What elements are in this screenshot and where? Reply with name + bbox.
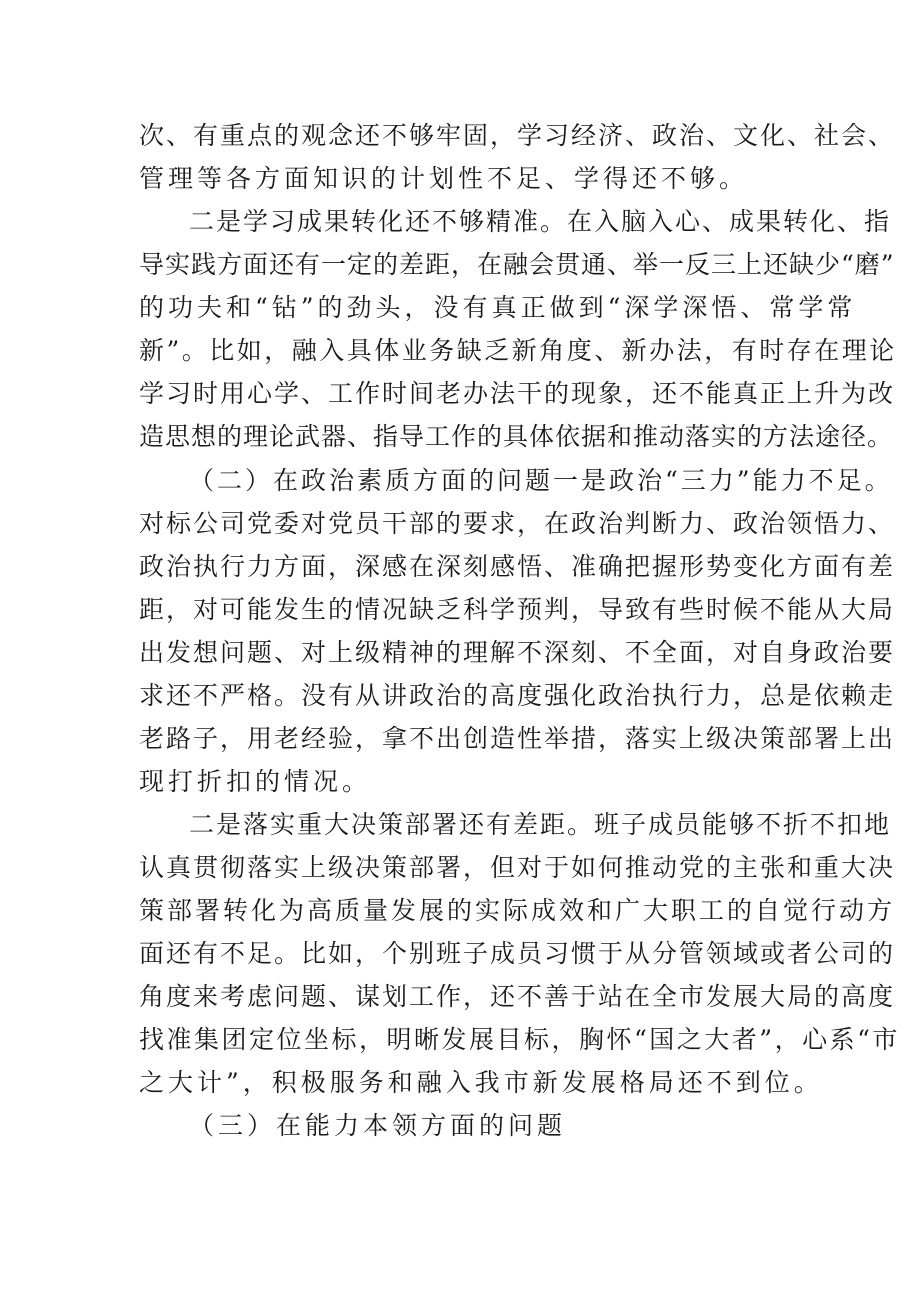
text-line-2: 管理等各方面知识的计划性不足、学得还不够。 (139, 164, 749, 193)
text-line-17: 二是落实重大决策部署还有差距。班子成员能够不折不扣地 (189, 810, 892, 839)
text-line-3: 二是学习成果转化还不够精准。在入脑入心、成果转化、指 (189, 207, 892, 236)
text-line-1: 次、有重点的观念还不够牢固，学习经济、政治、文化、社会、 (139, 121, 896, 150)
text-line-11: 政治执行力方面，深感在深刻感悟、准确把握形势变化方面有差 (139, 552, 896, 581)
text-line-16: 现打折扣的情况。 (139, 767, 372, 796)
text-line-24: （三）在能力本领方面的问题 (189, 1111, 567, 1140)
text-line-5: 的功夫和“钻”的劲头，没有真正做到“深学深悟、常学常 (139, 293, 857, 322)
text-line-22: 找准集团定位坐标，明晰发展目标，胸怀“国之大者”，心系“市 (139, 1025, 900, 1054)
text-line-21: 角度来考虑问题、谋划工作，还不善于站在全市发展大局的高度 (139, 982, 896, 1011)
text-line-9: （二）在政治素质方面的问题一是政治“三力”能力不足。 (189, 466, 893, 495)
text-line-6: 新”。比如，融入具体业务缺乏新角度、新办法，有时存在理论 (139, 336, 897, 365)
text-line-18: 认真贯彻落实上级决策部署，但对于如何推动党的主张和重大决 (139, 853, 896, 882)
text-line-4: 导实践方面还有一定的差距，在融会贯通、举一反三上还缺少“磨” (139, 250, 895, 279)
text-line-8: 造思想的理论武器、指导工作的具体依据和推动落实的方法途径。 (139, 422, 894, 451)
text-line-12: 距，对可能发生的情况缺乏科学预判，导致有些时候不能从大局 (139, 595, 896, 624)
text-line-19: 策部署转化为高质量发展的实际成效和广大职工的自觉行动方 (139, 896, 896, 925)
text-line-15: 老路子，用老经验，拿不出创造性举措，落实上级决策部署上出 (139, 724, 896, 753)
text-line-10: 对标公司党委对党员干部的要求，在政治判断力、政治领悟力、 (139, 509, 896, 538)
text-line-23: 之大计”，积极服务和融入我市新发展格局还不到位。 (139, 1068, 823, 1097)
text-line-13: 出发想问题、对上级精神的理解不深刻、不全面，对自身政治要 (139, 638, 896, 667)
text-line-14: 求还不严格。没有从讲政治的高度强化政治执行力，总是依赖走 (139, 681, 896, 710)
text-line-7: 学习时用心学、工作时间老办法干的现象，还不能真正上升为改 (139, 379, 896, 408)
text-line-20: 面还有不足。比如，个别班子成员习惯于从分管领域或者公司的 (139, 939, 896, 968)
